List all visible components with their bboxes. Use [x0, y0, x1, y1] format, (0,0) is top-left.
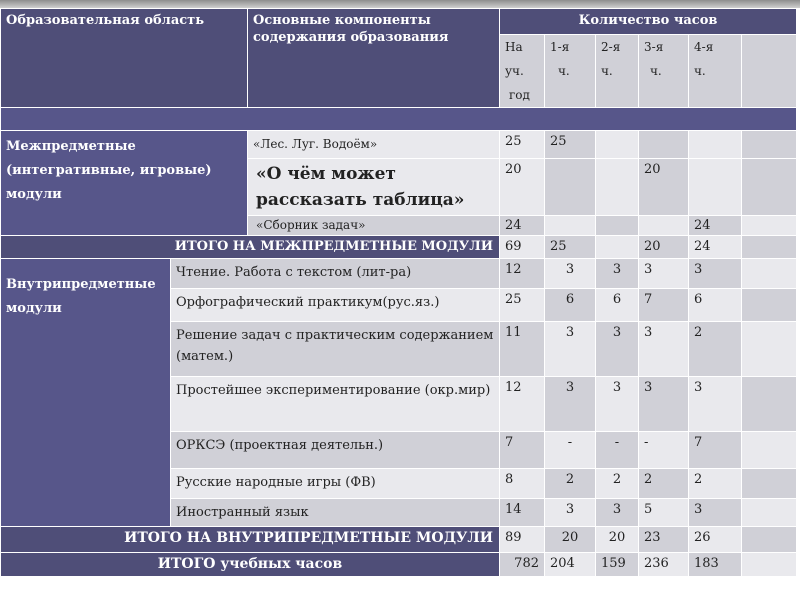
- inter-total-row: [1, 236, 797, 259]
- cell-q2: 2: [596, 469, 639, 499]
- cell-q4: [689, 159, 742, 216]
- cell-q2: 3: [596, 322, 639, 377]
- grand-total-q2: 159: [596, 553, 639, 577]
- grand-total-row: [1, 553, 797, 577]
- cell-q1: 3: [545, 499, 596, 527]
- row-name: Чтение. Работа с текстом (лит-ра): [171, 259, 500, 289]
- cell-q3: [639, 131, 689, 159]
- inter-total-q4: 24: [689, 236, 742, 259]
- cell-q2: [596, 159, 639, 216]
- header-q3: 3-я ч.: [639, 35, 689, 108]
- cell-year: 14: [500, 499, 545, 527]
- cell-year: 7: [500, 432, 545, 469]
- curriculum-table: [0, 8, 797, 577]
- cell-q3: [639, 216, 689, 236]
- intra-total-row: [1, 527, 797, 553]
- cell-q4: 2: [689, 469, 742, 499]
- cell-year: 20: [500, 159, 545, 216]
- grand-total-q3: 236: [639, 553, 689, 577]
- cell-year: 12: [500, 377, 545, 432]
- cell-q1: 3: [545, 322, 596, 377]
- cell-q4: 6: [689, 289, 742, 322]
- cell-q2: 3: [596, 259, 639, 289]
- table-row: [1, 131, 797, 159]
- inter-total-q3: 20: [639, 236, 689, 259]
- cell-q3: 3: [639, 259, 689, 289]
- cell-q4: 2: [689, 322, 742, 377]
- intra-total-q1: 20: [545, 527, 596, 553]
- header-per-year: На уч. год: [500, 35, 545, 108]
- cell-q4: [689, 131, 742, 159]
- header-q4: 4-я ч.: [689, 35, 742, 108]
- cell-q2: 3: [596, 499, 639, 527]
- intra-total-label: ИТОГО НА ВНУТРИПРЕДМЕТНЫЕ МОДУЛИ: [1, 527, 500, 553]
- header-components: Основные компоненты содержания образования: [248, 9, 500, 108]
- row-name: «Лес. Луг. Водоём»: [248, 131, 500, 159]
- inter-total-q1: 25: [545, 236, 596, 259]
- header-q1: 1-я ч.: [545, 35, 596, 108]
- cell-q1: 25: [545, 131, 596, 159]
- cell-q1: [545, 216, 596, 236]
- grand-total-label: ИТОГО учебных часов: [1, 553, 500, 577]
- cell-q3: -: [639, 432, 689, 469]
- cell-year: 12: [500, 259, 545, 289]
- intra-total-q2: 20: [596, 527, 639, 553]
- header-q2: 2-я ч.: [596, 35, 639, 108]
- header-area: Образовательная область: [1, 9, 248, 108]
- cell-q1: 3: [545, 377, 596, 432]
- cell-q3: 20: [639, 159, 689, 216]
- cell-q3: 2: [639, 469, 689, 499]
- cell-year: 11: [500, 322, 545, 377]
- grand-total-q4: 183: [689, 553, 742, 577]
- row-name: «Сборник задач»: [248, 216, 500, 236]
- row-name: Иностранный язык: [171, 499, 500, 527]
- grand-total-year: 782: [500, 553, 545, 577]
- cell-q2: 6: [596, 289, 639, 322]
- grand-total-q1: 204: [545, 553, 596, 577]
- cell-q1: 3: [545, 259, 596, 289]
- row-name: «О чём может рассказать таблица»: [248, 159, 500, 216]
- cell-q2: [596, 216, 639, 236]
- cell-q3: 5: [639, 499, 689, 527]
- row-name: Русские народные игры (ФВ): [171, 469, 500, 499]
- cell-q1: 6: [545, 289, 596, 322]
- cell-q4: 24: [689, 216, 742, 236]
- cell-q1: [545, 159, 596, 216]
- top-bar: [0, 0, 800, 8]
- row-name: Простейшее экспериментирование (окр.мир): [171, 377, 500, 432]
- cell-year: 25: [500, 289, 545, 322]
- cell-q4: 3: [689, 499, 742, 527]
- intra-total-q3: 23: [639, 527, 689, 553]
- cell-year: 24: [500, 216, 545, 236]
- row-name: Орфографический практикум(рус.яз.): [171, 289, 500, 322]
- cell-q4: 7: [689, 432, 742, 469]
- header-empty: [742, 35, 797, 108]
- cell-q1: -: [545, 432, 596, 469]
- cell-q2: -: [596, 432, 639, 469]
- cell-q4: 3: [689, 259, 742, 289]
- inter-label: Межпредметные (интегративные, игровые) модули: [1, 131, 248, 236]
- intra-total-year: 89: [500, 527, 545, 553]
- inter-total-year: 69: [500, 236, 545, 259]
- section-band: [1, 108, 797, 131]
- row-name: ОРКСЭ (проектная деятельн.): [171, 432, 500, 469]
- intra-total-q4: 26: [689, 527, 742, 553]
- cell-q1: 2: [545, 469, 596, 499]
- header-hours: Количество часов: [500, 9, 797, 35]
- cell-q2: 3: [596, 377, 639, 432]
- cell-q3: 3: [639, 377, 689, 432]
- row-name: Решение задач с практическим содержанием (матем.): [171, 322, 500, 377]
- inter-total-q2: [596, 236, 639, 259]
- cell-q2: [596, 131, 639, 159]
- inter-total-label: ИТОГО НА МЕЖПРЕДМЕТНЫЕ МОДУЛИ: [1, 236, 500, 259]
- cell-year: 8: [500, 469, 545, 499]
- cell-q3: 3: [639, 322, 689, 377]
- cell-q3: 7: [639, 289, 689, 322]
- cell-q4: 3: [689, 377, 742, 432]
- table-row: [1, 259, 797, 289]
- cell-year: 25: [500, 131, 545, 159]
- intra-label: Внутрипредметные модули: [1, 259, 171, 527]
